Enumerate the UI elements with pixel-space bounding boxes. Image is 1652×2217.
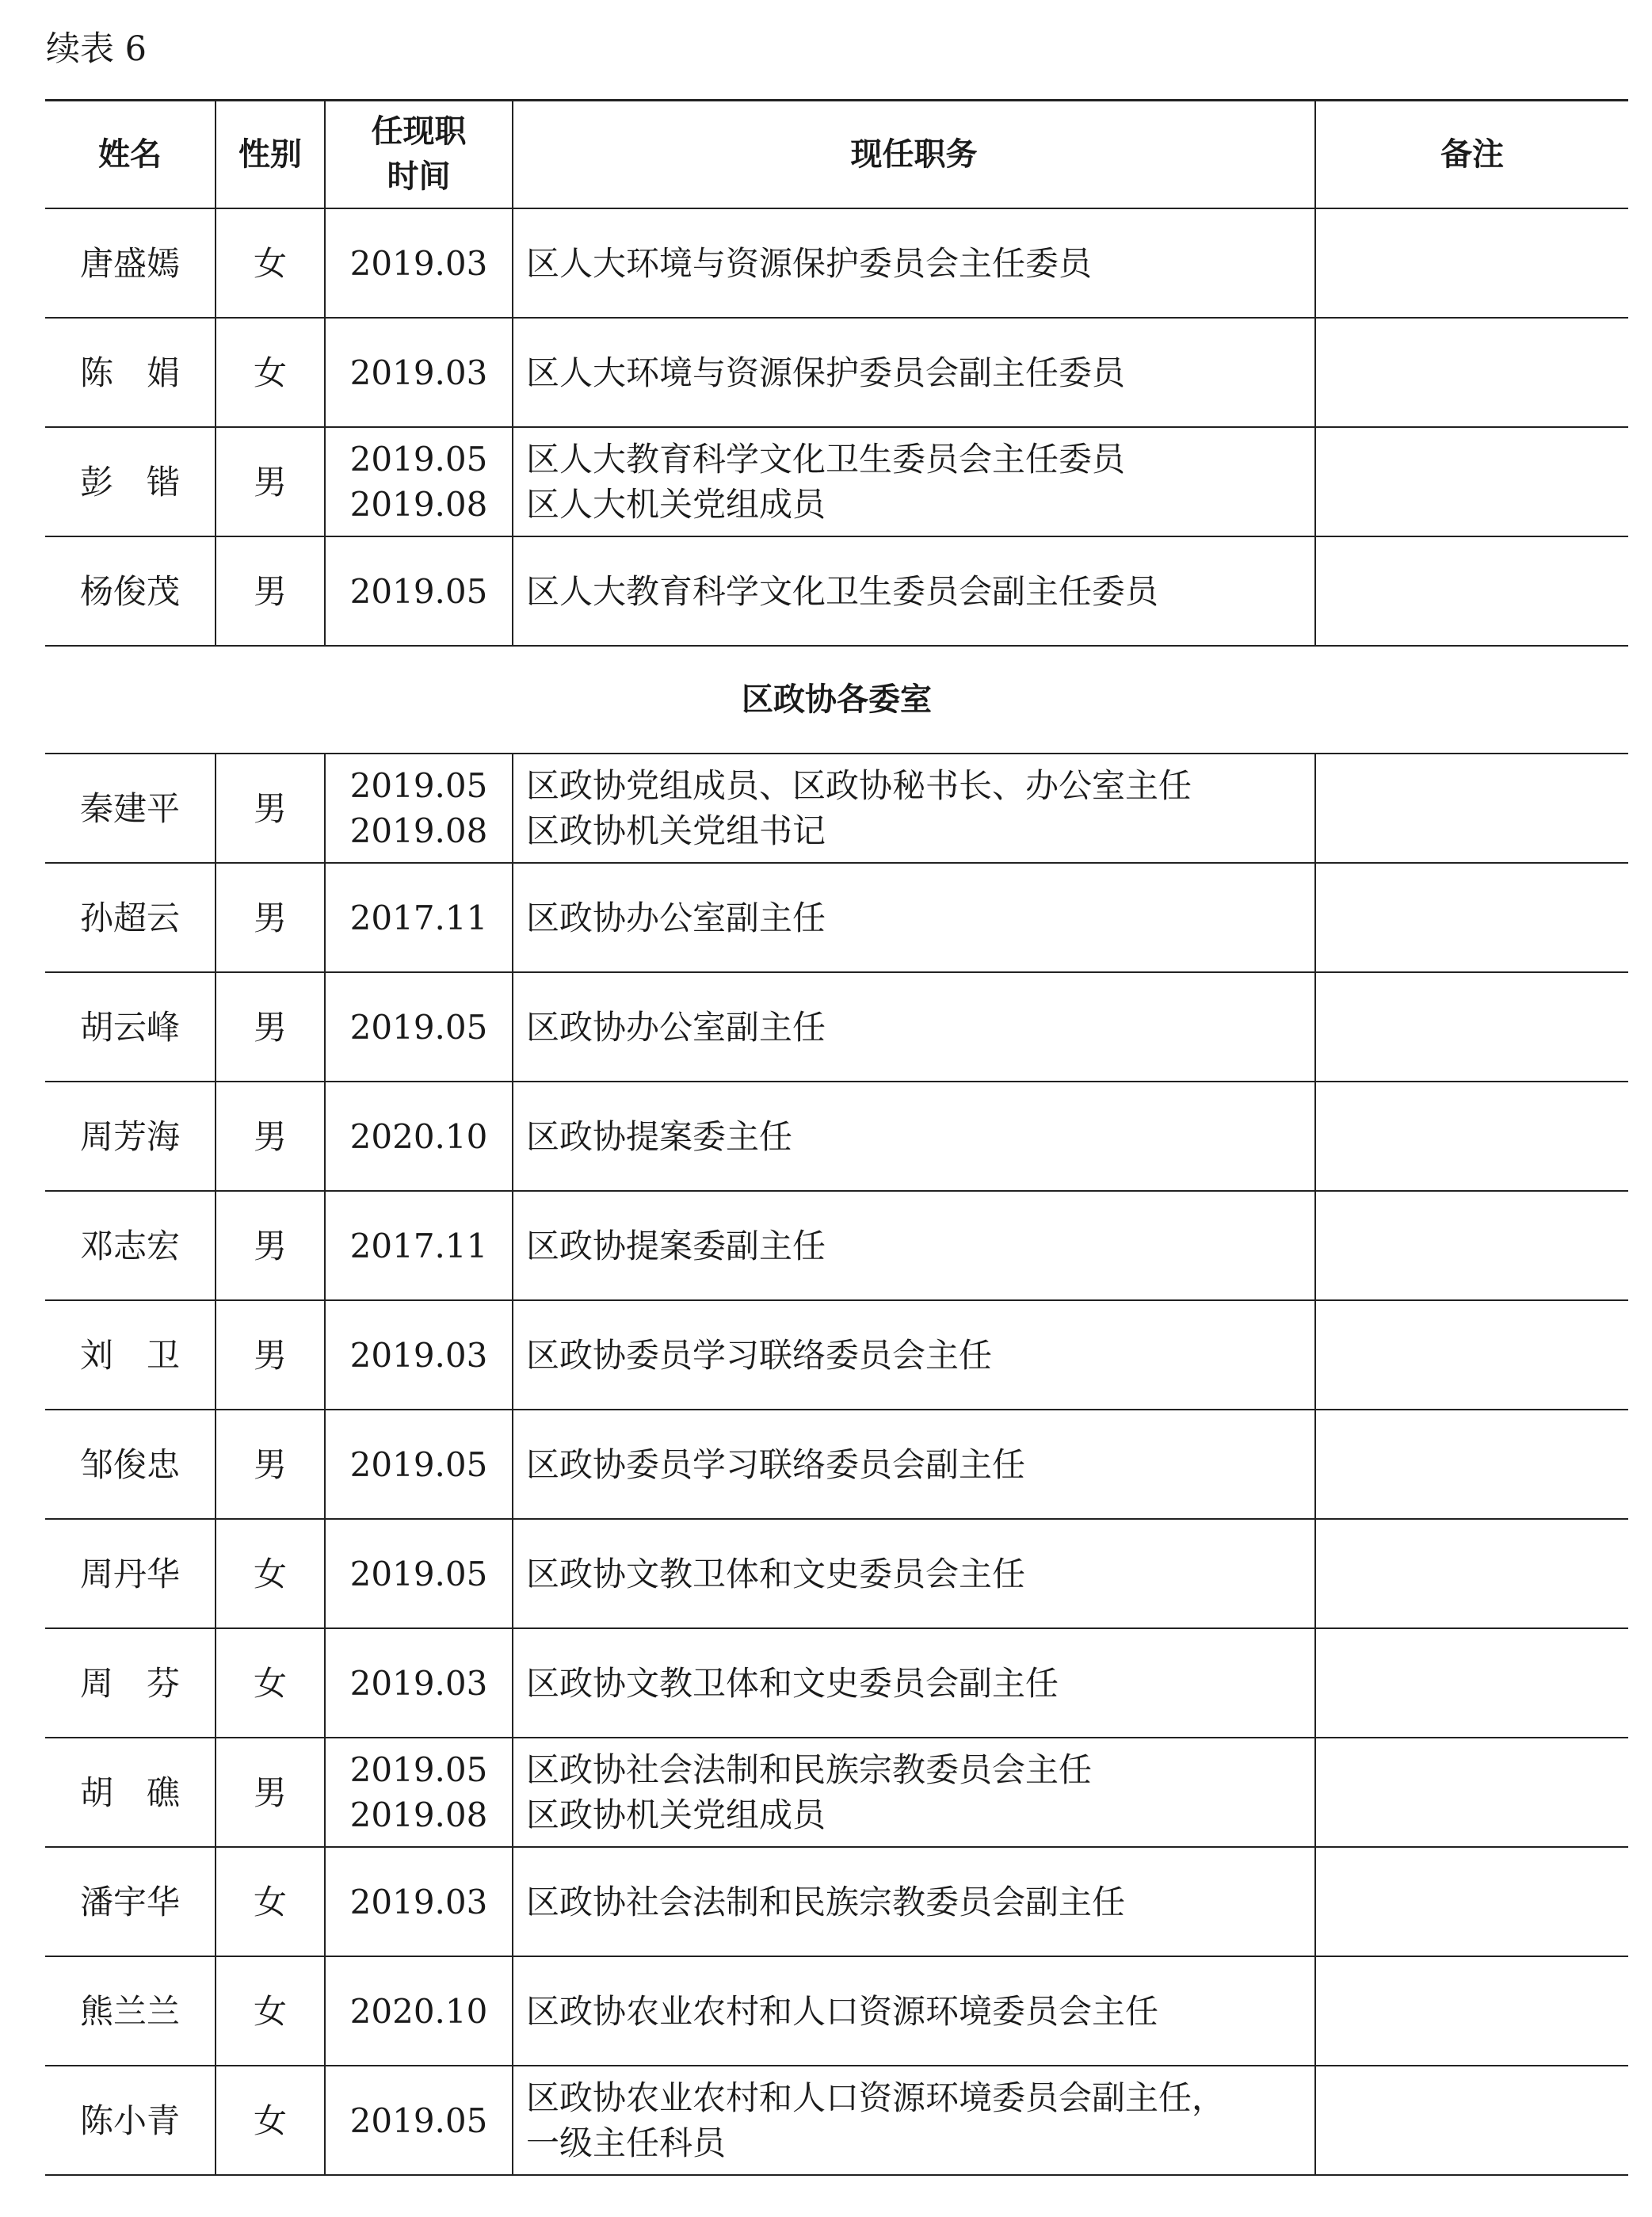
appointment-time-line: 2019.05 xyxy=(349,571,488,611)
remark-cell xyxy=(1315,754,1628,863)
table-row xyxy=(45,863,1628,972)
current-duty-line: 区政协党组成员、区政协秘书长、办公室主任 xyxy=(526,766,1192,805)
header-duty: 现任职务 xyxy=(513,101,1315,209)
person-name: 熊兰兰 xyxy=(45,1956,216,2066)
current-duty xyxy=(513,2066,1315,2175)
person-name: 陈小青 xyxy=(45,2066,216,2175)
person-name: 陈 娟 xyxy=(45,318,216,427)
remark-cell xyxy=(1315,1300,1628,1410)
current-duty-line: 区政协办公室副主任 xyxy=(526,898,826,937)
personnel-table xyxy=(45,99,1628,2176)
appointment-time-line: 2019.05 xyxy=(349,1750,488,1789)
person-gender: 男 xyxy=(216,972,325,1082)
current-duty xyxy=(513,863,1315,972)
table-row xyxy=(45,427,1628,536)
appointment-time xyxy=(325,1738,513,1847)
appointment-time-line: 2019.08 xyxy=(349,811,488,850)
appointment-time xyxy=(325,427,513,536)
person-gender: 男 xyxy=(216,1410,325,1519)
table-row xyxy=(45,1956,1628,2066)
appointment-time-line: 2020.10 xyxy=(349,1991,488,2031)
remark-cell xyxy=(1315,1847,1628,1956)
table-row xyxy=(45,754,1628,863)
current-duty-line: 区人大教育科学文化卫生委员会副主任委员 xyxy=(526,571,1159,611)
current-duty xyxy=(513,1847,1315,1956)
table-row xyxy=(45,1410,1628,1519)
current-duty-line: 区政协办公室副主任 xyxy=(526,1007,826,1047)
table-row xyxy=(45,1847,1628,1956)
header-appointment-time xyxy=(325,101,513,209)
current-duty-line: 区政协提案委副主任 xyxy=(526,1226,826,1265)
person-name: 杨俊茂 xyxy=(45,536,216,646)
table-row xyxy=(45,1519,1628,1628)
person-name: 彭 锴 xyxy=(45,427,216,536)
person-gender: 男 xyxy=(216,1082,325,1191)
current-duty-line: 区政协社会法制和民族宗教委员会副主任 xyxy=(526,1882,1126,1921)
appointment-time xyxy=(325,1082,513,1191)
appointment-time-line: 2019.05 xyxy=(349,2101,488,2140)
remark-cell xyxy=(1315,972,1628,1082)
table-row xyxy=(45,1191,1628,1300)
current-duty-line: 一级主任科员 xyxy=(526,2124,727,2162)
person-name: 孙超云 xyxy=(45,863,216,972)
appointment-time xyxy=(325,1519,513,1628)
appointment-time-line: 2019.05 xyxy=(349,440,488,479)
table-row xyxy=(45,1082,1628,1191)
remark-cell xyxy=(1315,1956,1628,2066)
remark-cell xyxy=(1315,1191,1628,1300)
person-gender: 女 xyxy=(216,2066,325,2175)
person-name: 周 芬 xyxy=(45,1628,216,1738)
current-duty-line: 区政协提案委主任 xyxy=(526,1116,793,1156)
table-row xyxy=(45,208,1628,318)
appointment-time-line: 2019.03 xyxy=(349,353,488,392)
person-name: 邹俊忠 xyxy=(45,1410,216,1519)
table-header-row xyxy=(45,101,1628,209)
appointment-time xyxy=(325,1191,513,1300)
person-gender: 男 xyxy=(216,427,325,536)
person-name: 胡 礁 xyxy=(45,1738,216,1847)
person-name: 刘 卫 xyxy=(45,1300,216,1410)
appointment-time xyxy=(325,1847,513,1956)
header-gender: 性别 xyxy=(216,101,325,209)
person-gender: 男 xyxy=(216,1738,325,1847)
appointment-time xyxy=(325,754,513,863)
person-gender: 男 xyxy=(216,754,325,863)
current-duty xyxy=(513,536,1315,646)
appointment-time-line: 2019.08 xyxy=(349,485,488,524)
person-name: 周芳海 xyxy=(45,1082,216,1191)
remark-cell xyxy=(1315,1738,1628,1847)
current-duty-line: 区人大教育科学文化卫生委员会主任委员 xyxy=(526,440,1126,479)
header-name: 姓名 xyxy=(45,101,216,209)
remark-cell xyxy=(1315,318,1628,427)
appointment-time xyxy=(325,863,513,972)
appointment-time xyxy=(325,536,513,646)
table-row xyxy=(45,2066,1628,2175)
appointment-time xyxy=(325,1956,513,2066)
person-gender: 男 xyxy=(216,536,325,646)
current-duty-line: 区人大环境与资源保护委员会主任委员 xyxy=(526,243,1093,283)
appointment-time xyxy=(325,1628,513,1738)
person-gender: 女 xyxy=(216,1847,325,1956)
person-gender: 男 xyxy=(216,1191,325,1300)
current-duty xyxy=(513,1738,1315,1847)
header-time-line2: 时间 xyxy=(387,158,451,195)
appointment-time-line: 2017.11 xyxy=(349,898,488,937)
appointment-time xyxy=(325,972,513,1082)
appointment-time-line: 2019.05 xyxy=(349,766,488,805)
person-name: 秦建平 xyxy=(45,754,216,863)
current-duty xyxy=(513,1628,1315,1738)
current-duty xyxy=(513,208,1315,318)
current-duty xyxy=(513,972,1315,1082)
current-duty xyxy=(513,1082,1315,1191)
person-gender: 女 xyxy=(216,1519,325,1628)
remark-cell xyxy=(1315,2066,1628,2175)
appointment-time xyxy=(325,1300,513,1410)
remark-cell xyxy=(1315,536,1628,646)
current-duty-line: 区政协文教卫体和文史委员会主任 xyxy=(526,1554,1026,1593)
table-row xyxy=(45,1628,1628,1738)
current-duty xyxy=(513,1956,1315,2066)
person-gender: 女 xyxy=(216,208,325,318)
table-row xyxy=(45,1738,1628,1847)
appointment-time-line: 2019.03 xyxy=(349,1663,488,1703)
appointment-time-line: 2019.03 xyxy=(349,243,488,283)
current-duty-line: 区政协农业农村和人口资源环境委员会主任 xyxy=(526,1991,1159,2031)
current-duty xyxy=(513,427,1315,536)
remark-cell xyxy=(1315,1519,1628,1628)
table-caption: 续表 6 xyxy=(46,29,147,69)
current-duty-line: 区人大环境与资源保护委员会副主任委员 xyxy=(526,353,1126,392)
remark-cell xyxy=(1315,1628,1628,1738)
person-gender: 男 xyxy=(216,863,325,972)
appointment-time-line: 2019.08 xyxy=(349,1795,488,1834)
person-name: 邓志宏 xyxy=(45,1191,216,1300)
appointment-time-line: 2017.11 xyxy=(349,1226,488,1265)
section-title: 区政协各委室 xyxy=(45,646,1628,754)
appointment-time xyxy=(325,208,513,318)
current-duty xyxy=(513,1410,1315,1519)
person-name: 唐盛嫣 xyxy=(45,208,216,318)
current-duty-line: 区政协机关党组成员 xyxy=(526,1795,826,1834)
current-duty xyxy=(513,1300,1315,1410)
remark-cell xyxy=(1315,1410,1628,1519)
person-name: 潘宇华 xyxy=(45,1847,216,1956)
table-row xyxy=(45,972,1628,1082)
current-duty xyxy=(513,1191,1315,1300)
appointment-time xyxy=(325,318,513,427)
appointment-time-line: 2019.05 xyxy=(349,1554,488,1593)
remark-cell xyxy=(1315,208,1628,318)
current-duty-line: 区政协机关党组书记 xyxy=(526,811,826,850)
person-gender: 女 xyxy=(216,1956,325,2066)
appointment-time-line: 2019.03 xyxy=(349,1882,488,1921)
table-row xyxy=(45,1300,1628,1410)
person-gender: 女 xyxy=(216,318,325,427)
person-name: 胡云峰 xyxy=(45,972,216,1082)
current-duty-line: 区政协农业农村和人口资源环境委员会副主任， xyxy=(526,2078,1226,2117)
person-gender: 男 xyxy=(216,1300,325,1410)
current-duty-line: 区政协文教卫体和文史委员会副主任 xyxy=(526,1663,1059,1703)
section-row xyxy=(45,646,1628,754)
table-row xyxy=(45,318,1628,427)
current-duty-line: 区政协委员学习联络委员会副主任 xyxy=(526,1444,1026,1484)
appointment-time-line: 2019.05 xyxy=(349,1444,488,1484)
header-remark: 备注 xyxy=(1315,101,1628,209)
table-row xyxy=(45,536,1628,646)
header-time-line1: 任现职 xyxy=(371,113,467,150)
appointment-time xyxy=(325,1410,513,1519)
appointment-time-line: 2019.03 xyxy=(349,1335,488,1375)
remark-cell xyxy=(1315,863,1628,972)
current-duty-line: 区政协委员学习联络委员会主任 xyxy=(526,1335,993,1375)
current-duty-line: 区政协社会法制和民族宗教委员会主任 xyxy=(526,1750,1093,1789)
person-name: 周丹华 xyxy=(45,1519,216,1628)
appointment-time-line: 2020.10 xyxy=(349,1116,488,1156)
current-duty xyxy=(513,1519,1315,1628)
remark-cell xyxy=(1315,427,1628,536)
appointment-time xyxy=(325,2066,513,2175)
person-gender: 女 xyxy=(216,1628,325,1738)
appointment-time-line: 2019.05 xyxy=(349,1007,488,1047)
current-duty-line: 区人大机关党组成员 xyxy=(526,485,826,524)
current-duty xyxy=(513,318,1315,427)
current-duty xyxy=(513,754,1315,863)
remark-cell xyxy=(1315,1082,1628,1191)
